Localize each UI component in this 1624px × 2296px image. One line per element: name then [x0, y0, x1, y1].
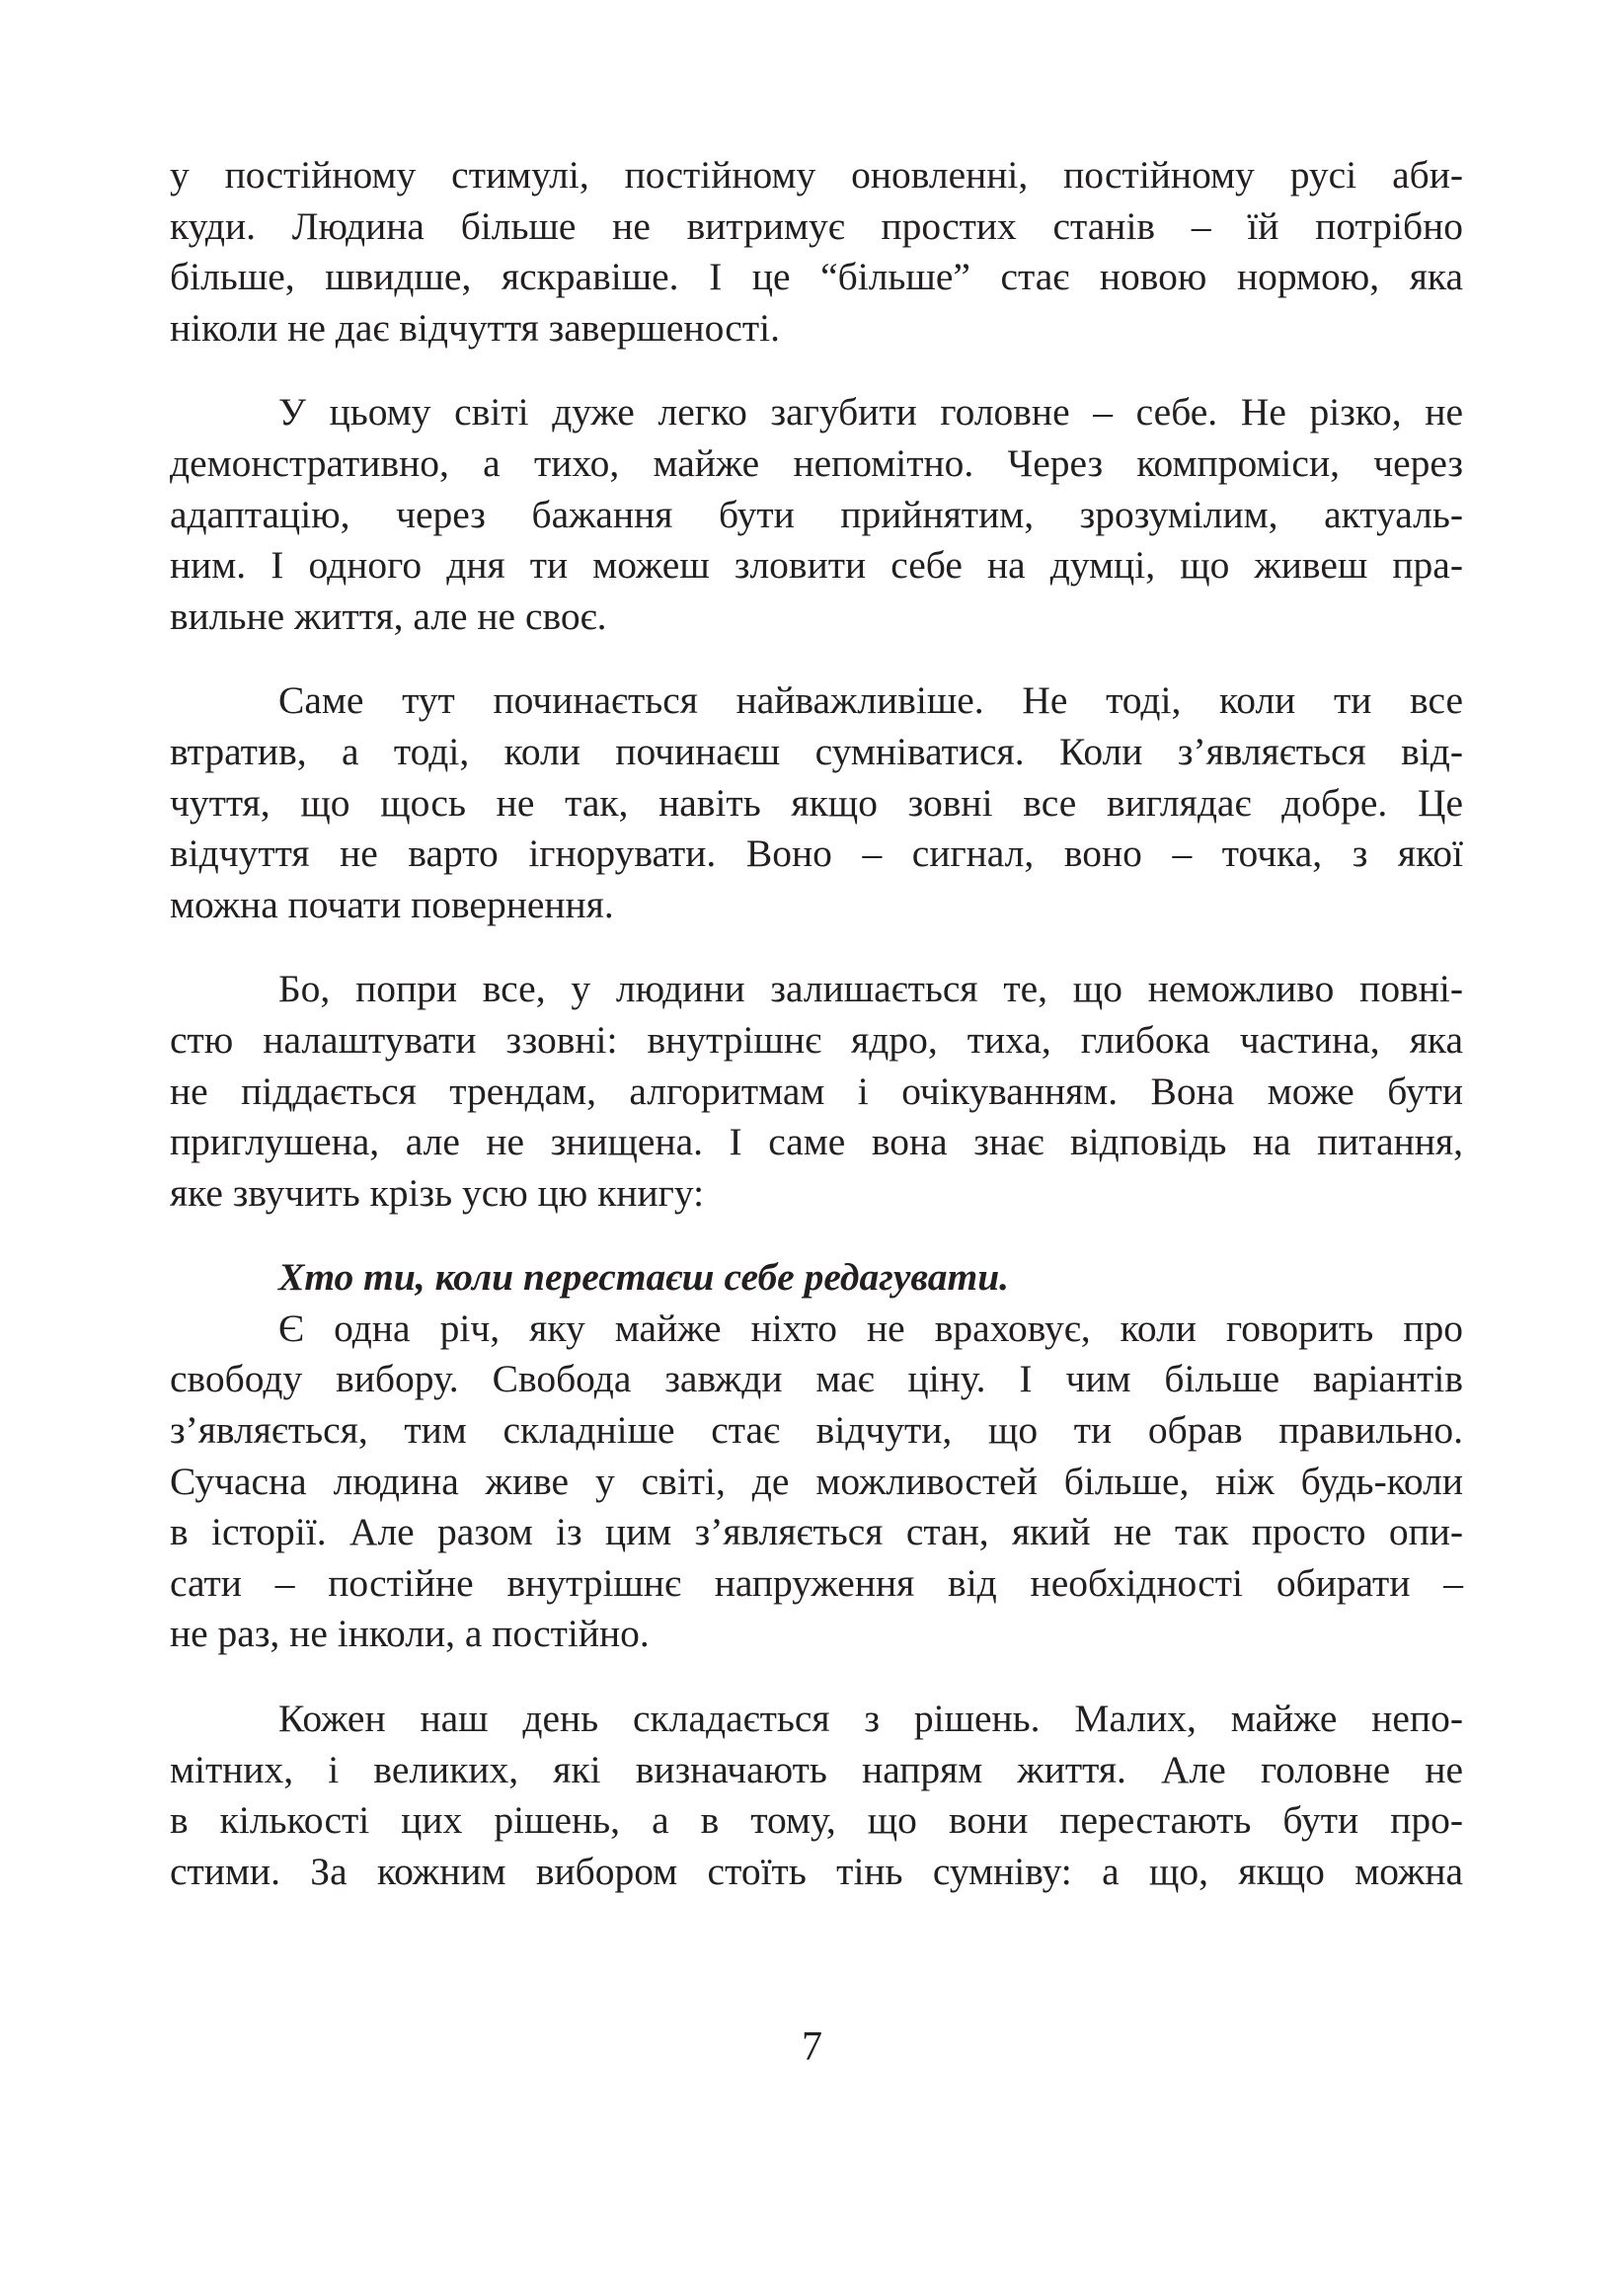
text-line: ніколи не дає відчуття завершеності. [170, 305, 780, 350]
emphasized-question: Хто ти, коли перестаєш себе редагувати. [278, 1255, 1010, 1300]
text-line: Саме тут починається найважливіше. Не тоді, коли ти все [278, 678, 1463, 723]
text-line: з’являється, тим складніше стає відчути, що ти обрав правильно. [170, 1408, 1463, 1453]
paragraph-gap [170, 1660, 1463, 1694]
text-line: у постійному стимулі, постійному оновленні, постійному русі аби- [170, 153, 1463, 197]
text-line: відчуття не варто ігнорувати. Воно – сигнал, воно – точка, з якої [170, 831, 1463, 876]
text-line: в історії. Але разом із цим з’являється стан, який не так просто опи- [170, 1510, 1463, 1554]
paragraph-gap [170, 642, 1463, 675]
text-line: свободу вибору. Свобода завжди має ціну. І чим більше варіантів [170, 1357, 1463, 1401]
text-line: Сучасна людина живе у світі, де можливостей більше, ніж будь-коли [170, 1459, 1463, 1503]
paragraph-gap [170, 1219, 1463, 1252]
text-line: стю налаштувати ззовні: внутрішнє ядро, тиха, глибока частина, яка [170, 1017, 1463, 1062]
text-line: не піддається трендам, алгоритмам і очікуванням. Вона може бути [170, 1069, 1463, 1113]
text-line: стими. За кожним вибором стоїть тінь сумніву: а що, якщо можна [170, 1849, 1463, 1893]
text-line: чуття, що щось не так, навіть якщо зовні все виглядає добре. Це [170, 780, 1463, 825]
text-line: яке звучить крізь усю цю книгу: [170, 1170, 705, 1215]
page-number: 7 [802, 2024, 822, 2070]
text-line: демонстративно, а тихо, майже непомітно. Через компроміси, через [170, 440, 1463, 485]
paragraph-gap [170, 354, 1463, 387]
text-line: в кількості цих рішень, а в тому, що вони перестають бути про- [170, 1798, 1463, 1843]
paragraph-gap [170, 930, 1463, 964]
text-line: ним. І одного дня ти можеш зловити себе на думці, що живеш пра- [170, 543, 1463, 588]
text-line: Бо, попри все, у людини залишається те, що неможливо повні- [278, 967, 1463, 1011]
text-line: більше, швидше, яскравіше. І це “більше” стає новою нормою, яка [170, 255, 1463, 299]
text-line: можна почати повернення. [170, 882, 614, 926]
text-line: втратив, а тоді, коли починаєш сумніватися. Коли з’являється від- [170, 729, 1463, 773]
text-line: приглушена, але не знищена. І саме вона знає відповідь на питання, [170, 1120, 1463, 1164]
text-line: вильне життя, але не своє. [170, 594, 607, 638]
text-line: куди. Людина більше не витримує простих станів – їй потрібно [170, 203, 1463, 248]
text-line: Є одна річ, яку майже ніхто не враховує, коли говорить про [278, 1306, 1463, 1350]
text-line: Кожен наш день складається з рішень. Малих, майже непо- [278, 1697, 1463, 1741]
text-line: сати – постійне внутрішнє напруження від необхідності обирати – [170, 1560, 1463, 1605]
body-text [170, 150, 1463, 1897]
text-line: У цьому світі дуже легко загубити головне – себе. Не різко, не [278, 390, 1463, 435]
text-line: мітних, і великих, які визначають напрям життя. Але головне не [170, 1747, 1463, 1791]
text-line: адаптацію, через бажання бути прийнятим, зрозумілим, актуаль- [170, 492, 1463, 536]
text-line: не раз, не інколи, а постійно. [170, 1612, 650, 1656]
